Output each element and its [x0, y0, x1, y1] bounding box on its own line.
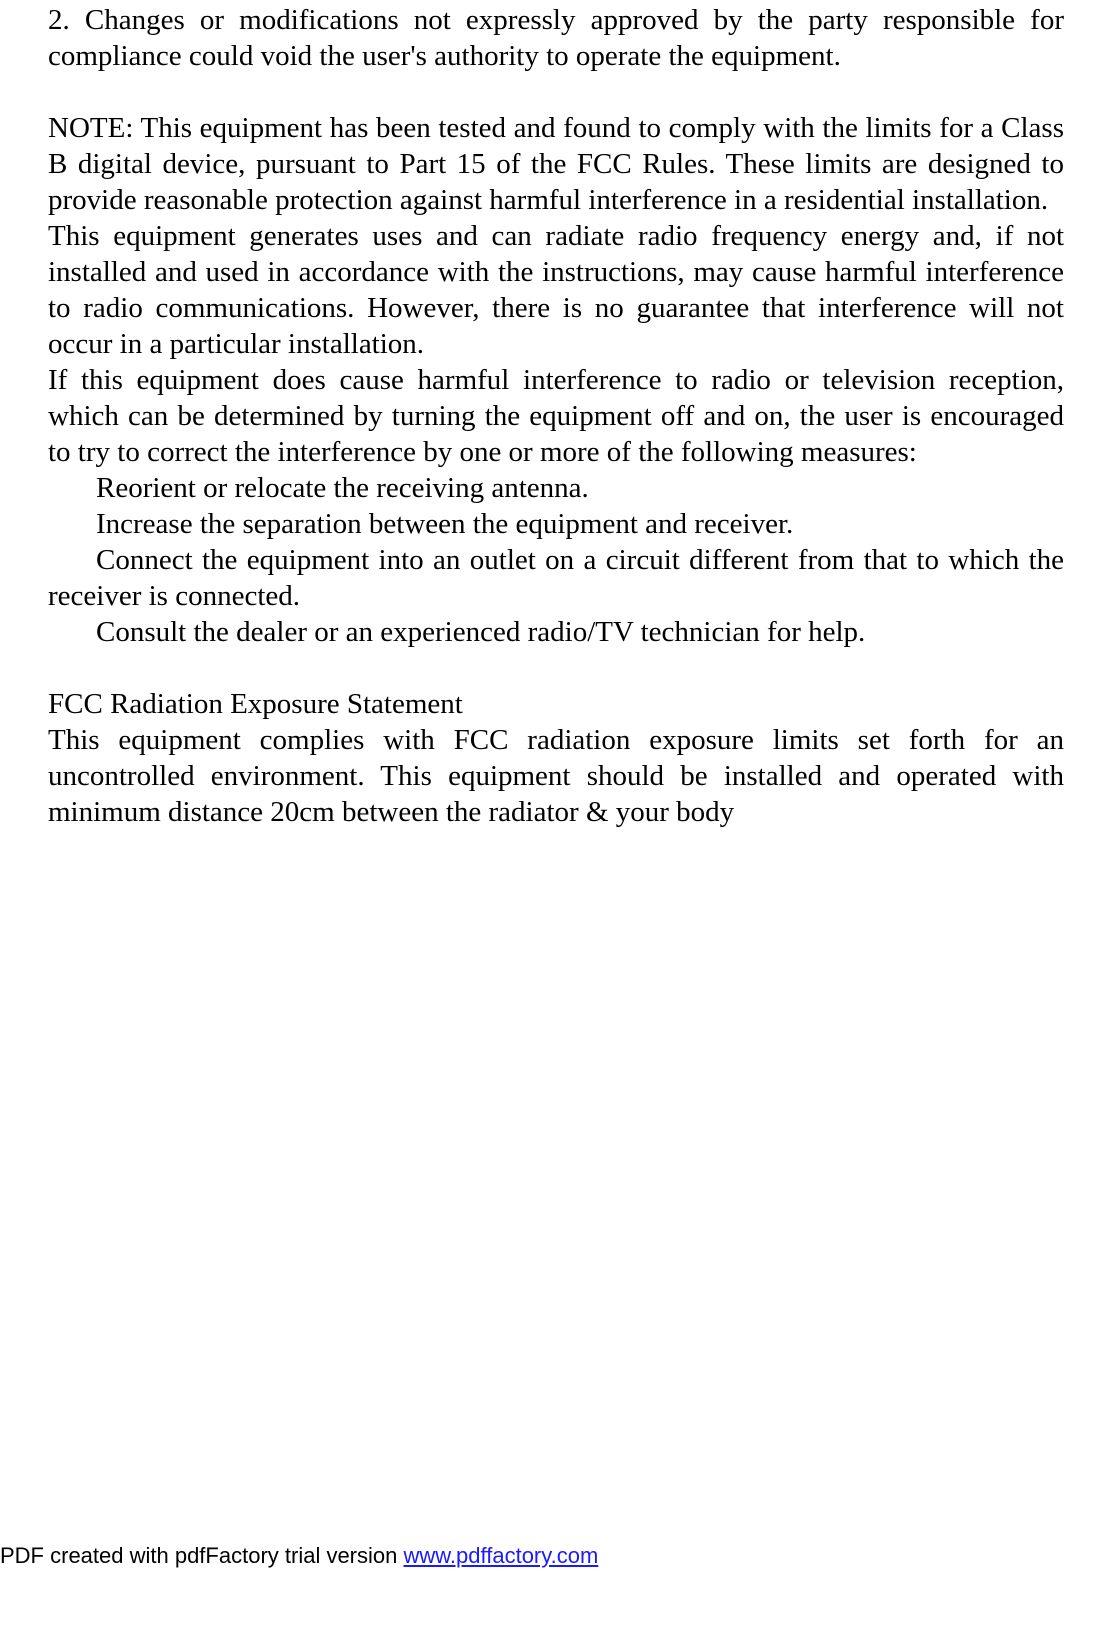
document-page [48, 0, 1064, 830]
measure-item: Increase the separation between the equipment and receiver. [96, 508, 794, 540]
radiation-heading: FCC Radiation Exposure Statement [48, 688, 463, 720]
measures-intro-paragraph: If this equipment does cause harmful interference to radio or television reception, which can be determined by turning the equipment off and on, the user is encouraged to try to correct the interference by one or more of the following measures: [48, 364, 1064, 468]
spacer [48, 74, 1064, 110]
pdffactory-link[interactable]: www.pdffactory.com [403, 1543, 599, 1568]
measure-item: Connect the equipment into an outlet on a circuit different from that to which the receiver is connected. [48, 544, 1064, 612]
pdf-footer [0, 1543, 598, 1569]
radiation-paragraph: This equipment complies with FCC radiation exposure limits set forth for an uncontrolled environment. This equipment should be installed and operated with minimum distance 20cm between the radiator & your body [48, 724, 1064, 828]
changes-paragraph: 2. Changes or modifications not expressly approved by the party responsible for compliance could void the user's authority to operate the equipment. [48, 4, 1064, 72]
generates-paragraph: This equipment generates uses and can radiate radio frequency energy and, if not installed and used in accordance with the instructions, may cause harmful interference to radio communications. However, there is no guarantee that interference will not occur in a particular installation. [48, 220, 1064, 360]
footer-text: PDF created with pdfFactory trial version [0, 1543, 404, 1568]
measure-item: Consult the dealer or an experienced radio/TV technician for help. [96, 616, 866, 648]
note-paragraph: NOTE: This equipment has been tested and found to comply with the limits for a Class B digital device, pursuant to Part 15 of the FCC Rules. These limits are designed to provide reasonable protection against harmful interference in a residential installation. [48, 112, 1064, 216]
spacer [48, 650, 1064, 686]
measure-item: Reorient or relocate the receiving antenna. [96, 472, 589, 504]
